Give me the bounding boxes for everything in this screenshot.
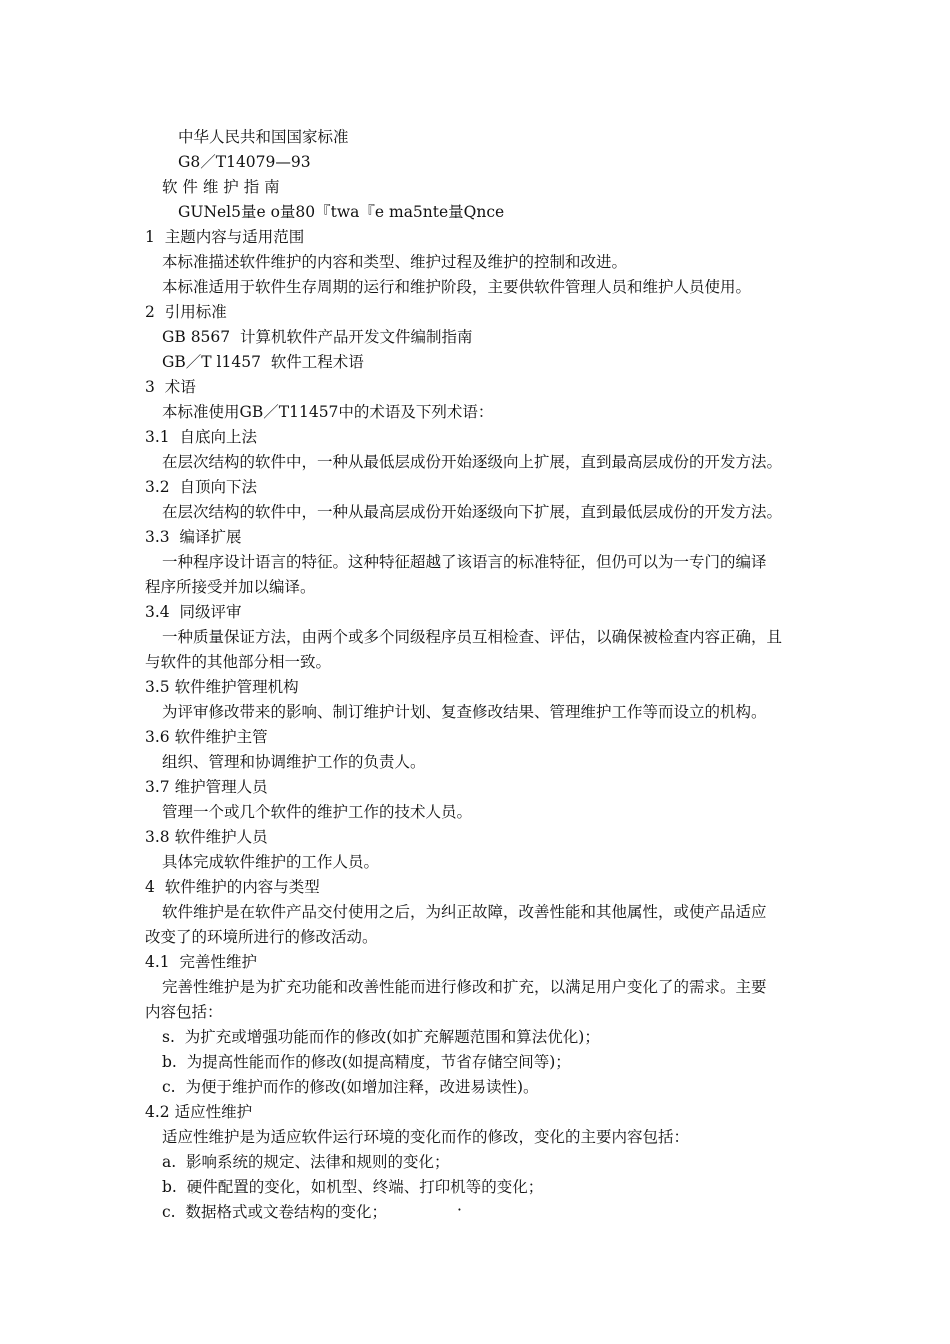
subsection-heading: 4.2 适应性维护 <box>145 1103 253 1121</box>
term-heading: 3.2 自顶向下法 <box>145 478 258 496</box>
paragraph: 一种程序设计语言的特征。这种特征超越了该语言的标准特征，但仍可以为一专门的编译 <box>162 553 767 571</box>
paragraph-continuation: 与软件的其他部分相一致。 <box>145 653 332 671</box>
paragraph: 完善性维护是为扩充功能和改善性能而进行修改和扩充，以满足用户变化了的需求。主要 <box>162 978 767 996</box>
list-item: c. 数据格式或文卷结构的变化； <box>162 1203 387 1221</box>
paragraph: 为评审修改带来的影响、制订维护计划、复查修改结果、管理维护工作等而设立的机构。 <box>162 703 767 721</box>
paragraph: 本标准描述软件维护的内容和类型、维护过程及维护的控制和改进。 <box>162 253 628 271</box>
paragraph-continuation: 程序所接受并加以编译。 <box>145 578 316 596</box>
list-item: b. 为提高性能而作的修改(如提高精度，节省存储空间等)； <box>162 1053 571 1071</box>
paragraph: 本标准适用于软件生存周期的运行和维护阶段，主要供软件管理人员和维护人员使用。 <box>162 278 752 296</box>
term-heading: 3.8 软件维护人员 <box>145 828 268 846</box>
term-heading: 3.7 维护管理人员 <box>145 778 268 796</box>
paragraph: 具体完成软件维护的工作人员。 <box>162 853 380 871</box>
term-heading: 3.4 同级评审 <box>145 603 242 621</box>
paragraph: 在层次结构的软件中，一种从最低层成份开始逐级向上扩展，直到最高层成份的开发方法。 <box>162 453 783 471</box>
term-heading: 3.1 自底向上法 <box>145 428 258 446</box>
list-item: c. 为便于维护而作的修改(如增加注释，改进易读性)。 <box>162 1078 539 1096</box>
english-title: GUNel5量e o量80『twa『e ma5nte量Qnce <box>178 203 505 221</box>
paragraph: 在层次结构的软件中，一种从最高层成份开始逐级向下扩展，直到最低层成份的开发方法。 <box>162 503 783 521</box>
paragraph: 一种质量保证方法，由两个或多个同级程序员互相检查、评估，以确保被检查内容正确，且 <box>162 628 783 646</box>
paragraph: 软件维护是在软件产品交付使用之后，为纠正故障，改善性能和其他属性，或使产品适应 <box>162 903 767 921</box>
subsection-heading: 4.1 完善性维护 <box>145 953 258 971</box>
list-item: a. 影响系统的规定、法律和规则的变化； <box>162 1153 450 1171</box>
reference-item: GB／T l1457 软件工程术语 <box>162 353 364 371</box>
section-heading: 4 软件维护的内容与类型 <box>145 878 320 896</box>
paragraph-continuation: 内容包括： <box>145 1003 223 1021</box>
standard-title: 中华人民共和国国家标准 <box>178 128 349 146</box>
stray-dot: · <box>457 1201 462 1219</box>
standard-code: G8／T14079—93 <box>178 153 311 171</box>
paragraph: 组织、管理和协调维护工作的负责人。 <box>162 753 426 771</box>
paragraph: 管理一个或几个软件的维护工作的技术人员。 <box>162 803 473 821</box>
paragraph: 适应性维护是为适应软件运行环境的变化而作的修改，变化的主要内容包括： <box>162 1128 690 1146</box>
paragraph: 本标准使用GB／T11457中的术语及下列术语： <box>162 403 494 421</box>
term-heading: 3.3 编译扩展 <box>145 528 242 546</box>
reference-item: GB 8567 计算机软件产品开发文件编制指南 <box>162 328 473 346</box>
document-name: 软 件 维 护 指 南 <box>162 178 280 196</box>
term-heading: 3.6 软件维护主管 <box>145 728 268 746</box>
list-item: s. 为扩充或增强功能而作的修改(如扩充解题范围和算法优化)； <box>162 1028 600 1046</box>
paragraph-continuation: 改变了的环境所进行的修改活动。 <box>145 928 378 946</box>
term-heading: 3.5 软件维护管理机构 <box>145 678 299 696</box>
section-heading: 2 引用标准 <box>145 303 227 321</box>
section-heading: 1 主题内容与适用范围 <box>145 228 305 246</box>
list-item: b. 硬件配置的变化，如机型、终端、打印机等的变化； <box>162 1178 544 1196</box>
section-heading: 3 术语 <box>145 378 196 396</box>
